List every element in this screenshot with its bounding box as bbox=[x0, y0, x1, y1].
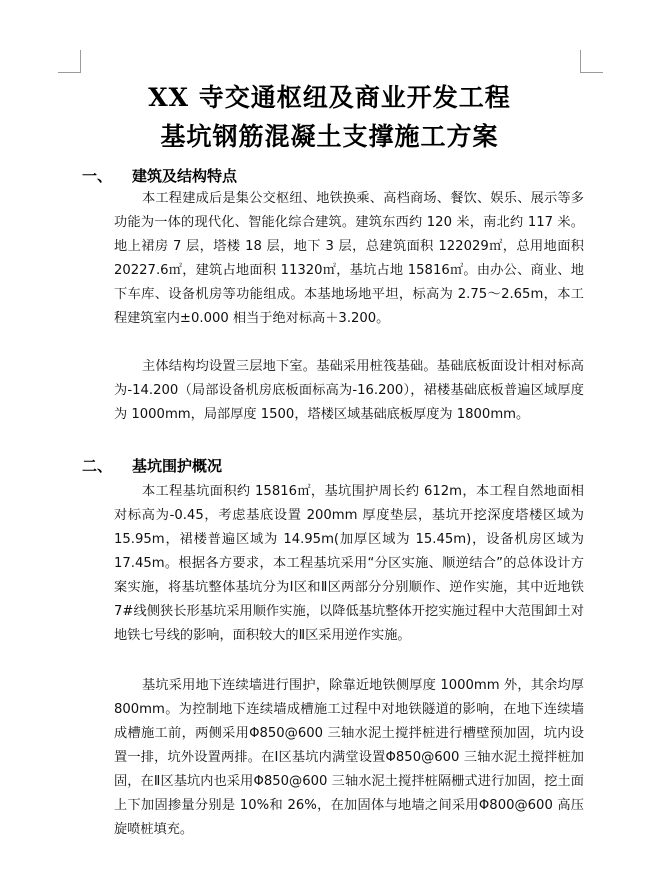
section-1-title: 建筑及结构特点 bbox=[132, 167, 238, 185]
crop-mark-top-right bbox=[580, 50, 603, 73]
section-1-paragraph-2: 主体结构均设置三层地下室。基础采用桩筏基础。基础底板面设计相对标高为-14.200（局部设备机房底板面标高为-16.200），裙楼基础底板普遍区域厚度为 1000mm，局部厚度 1500，塔楼区域基础底板厚度为 1800mm。 bbox=[114, 359, 584, 422]
section-2-paragraph-1: 本工程基坑面积约 15816㎡，基坑围护周长约 612m，本工程自然地面相对标高为-0.45，考虑基底设置 200mm 厚度垫层，基坑开挖深度塔楼区域为 15.95m，裙楼普遍区域为 14.95m(加厚区域为 15.45m)，设备机房区域为 17.45m。根据各方要求，本工程基坑采用“分区实施、顺逆结合”的总体设计方案实施，将基坑整体基坑分为Ⅰ区和Ⅱ区两部分分别顺作、逆作实施，其中近地铁 7#线侧狭长形基坑采用顺作实施，以降低基坑整体开挖实施过程中大范围卸土对地铁七号线的影响，面积较大的Ⅱ区采用逆作实施。 bbox=[114, 484, 584, 643]
section-1-paragraph-1: 本工程建成后是集公交枢纽、地铁换乘、高档商场、餐饮、娱乐、展示等多功能为一体的现代化、智能化综合建筑。建筑东西约 120 米，南北约 117 米。地上裙房 7 层，塔楼 18 层，地下 3 层，总建筑面积 122029㎡，总用地面积 20227.6㎡，建筑占地面积 11320㎡，基坑占地 15816㎡。由办公、商业、地下车库、设备机房等功能组成。本基地场地平坦，标高为 2.75～2.65m，本工程建筑室内±0.000 相当于绝对标高＋3.200。 bbox=[114, 191, 584, 326]
document-title-line2: 基坑钢筋混凝土支撑施工方案 bbox=[160, 122, 499, 151]
section-1-number: 一、 bbox=[82, 167, 113, 185]
crop-mark-top-left bbox=[58, 50, 81, 73]
section-2-paragraph-2: 基坑采用地下连续墙进行围护，除靠近地铁侧厚度 1000mm 外，其余均厚 800mm。为控制地下连续墙成槽施工过程中对地铁隧道的影响，在地下连续墙成槽施工前，两侧采用Φ850@600 三轴水泥土搅拌桩进行槽壁预加固，坑内设置一排，坑外设置两排。在Ⅰ区基坑内满堂设置Φ850@600 三轴水泥土搅拌桩加固，在Ⅱ区基坑内也采用Φ850@600 三轴水泥土搅拌桩隔栅式进行加固，挖土面上下加固掺量分别是 10%和 26%，在加固体与地墙之间采用Φ800@600 高压旋喷桩填充。 bbox=[114, 678, 584, 837]
section-2-heading bbox=[82, 455, 222, 476]
document-title-line1: XX 寺交通枢纽及商业开发工程 bbox=[148, 83, 511, 112]
section-1-heading bbox=[82, 165, 237, 186]
section-2-number: 二、 bbox=[82, 457, 113, 475]
section-2-title: 基坑围护概况 bbox=[132, 457, 223, 475]
